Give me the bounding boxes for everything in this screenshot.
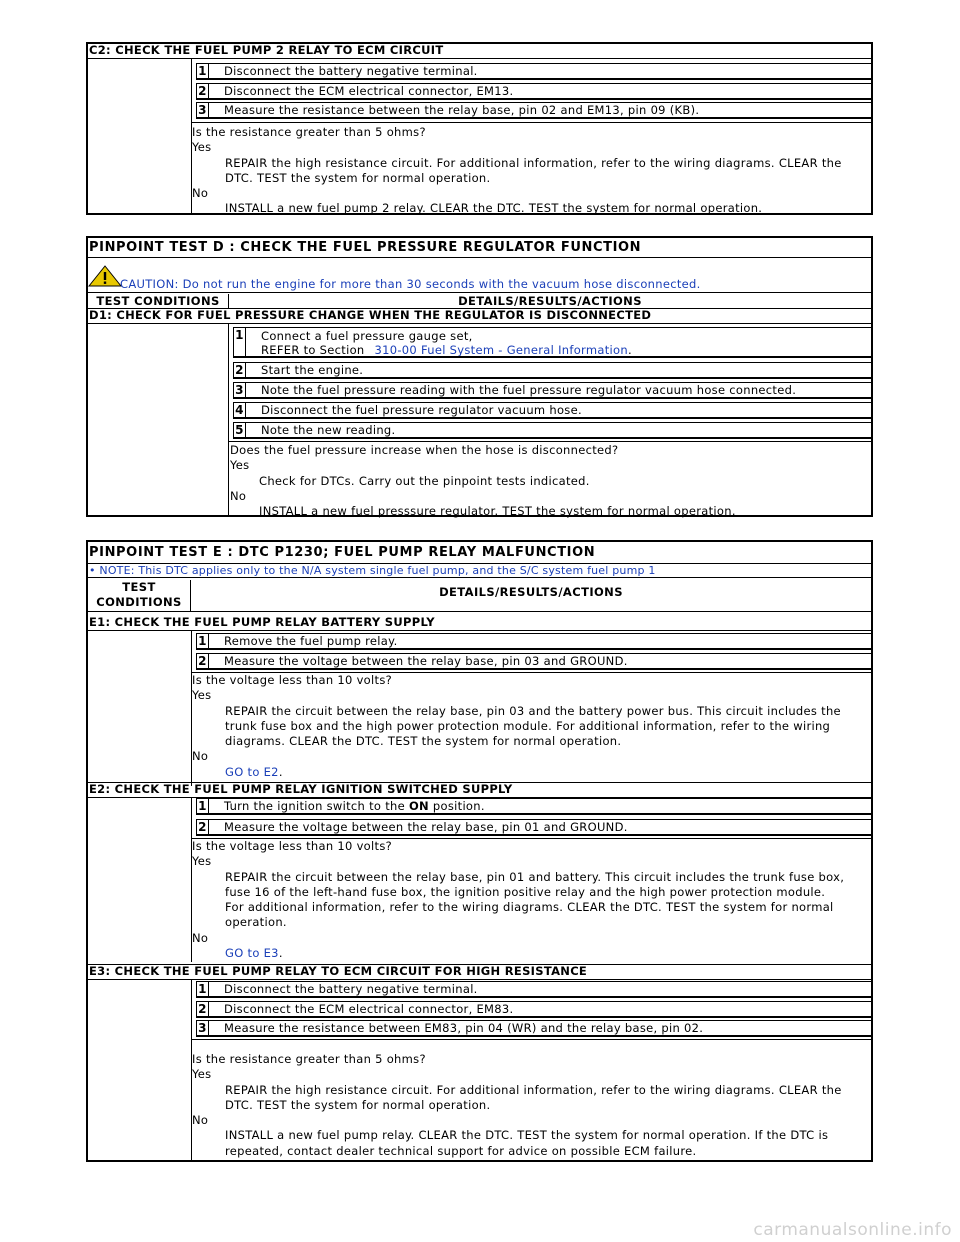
no-action: repeated, contact dealer technical support for advice on possible ECM failure. (225, 1143, 697, 1158)
d1-header: D1: CHECK FOR FUEL PRESSURE CHANGE WHEN THE REGULATOR IS DISCONNECTED (88, 309, 871, 324)
step-number: 3 (197, 103, 209, 117)
step-number: 3 (197, 1021, 209, 1035)
e2-step-2 (196, 819, 873, 836)
refer-end: . (627, 343, 632, 357)
question-text: Is the resistance greater than 5 ohms? (192, 1052, 426, 1066)
no-label: No (192, 1113, 209, 1128)
yes-action: REPAIR the circuit between the relay base, pin 01 and battery. This circuit includes the trunk fuse box, (225, 869, 845, 884)
e3-step-2 (196, 1001, 873, 1018)
step-text: Disconnect the fuel pressure regulator vacuum hose. (261, 403, 582, 417)
c2-question-block (192, 125, 842, 217)
c2-step-2 (196, 83, 873, 100)
step-number: 1 (234, 328, 246, 356)
yes-action: For additional information, refer to the wiring diagrams. CLEAR the DTC. TEST the system for normal (225, 900, 834, 915)
column-header-row (88, 293, 871, 309)
step-text: Disconnect the battery negative terminal. (224, 982, 478, 996)
yes-action: operation. (225, 915, 287, 930)
col-details-results-actions: DETAILS/RESULTS/ACTIONS (458, 294, 642, 308)
step-number: 1 (197, 64, 209, 78)
yes-action: fuse 16 of the left-hand fuse box, the ignition positive relay and the high power protection module. (225, 884, 826, 899)
yes-label: Yes (192, 854, 212, 869)
step-number: 2 (197, 820, 209, 834)
step-text: Disconnect the battery negative terminal. (224, 64, 478, 78)
question-text: Does the fuel pressure increase when the hose is disconnected? (230, 443, 619, 457)
question-text: Is the voltage less than 10 volts? (192, 839, 393, 853)
yes-action: diagrams. CLEAR the DTC. TEST the system for normal operation. (225, 734, 622, 749)
test-e-title: PINPOINT TEST E : DTC P1230; FUEL PUMP RELAY MALFUNCTION (88, 542, 871, 564)
watermark: carmanualsonline.info (753, 1220, 952, 1240)
pinpoint-test-e (86, 540, 873, 1162)
col-test-conditions (88, 580, 191, 611)
step-number: 2 (197, 654, 209, 668)
column-header-row (88, 578, 871, 612)
e2-question-block (192, 839, 844, 961)
step-text: Measure the voltage between the relay base, pin 03 and GROUND. (224, 654, 628, 668)
step-number: 2 (197, 1002, 209, 1016)
c2-step-3 (196, 102, 873, 119)
caution-icon (88, 265, 122, 287)
d1-question-block (230, 443, 736, 519)
e1-question-block (192, 673, 841, 780)
c2-step-1 (196, 63, 873, 80)
yes-action: REPAIR the circuit between the relay base, pin 03 and the battery power bus. This circuit includes the (225, 703, 841, 718)
yes-label: Yes (192, 688, 212, 703)
step-text (261, 329, 632, 357)
question-text: Is the resistance greater than 5 ohms? (192, 125, 426, 139)
yes-label: Yes (192, 1067, 212, 1082)
step-number: 1 (197, 982, 209, 996)
col-test-conditions-line-1: TEST (122, 580, 156, 594)
refer-text: REFER to Section (261, 343, 365, 357)
step-text: Note the fuel pressure reading with the fuel pressure regulator vacuum hose connected. (261, 383, 797, 397)
go-to-e3-link[interactable]: GO to E3 (225, 946, 279, 961)
no-label: No (192, 186, 209, 201)
go-to-e2-link[interactable]: GO to E2 (225, 764, 279, 779)
e3-condition-cell (88, 979, 192, 1160)
step-text-line (261, 343, 632, 357)
question-text: Is the voltage less than 10 volts? (192, 673, 393, 687)
d1-step-2 (233, 362, 873, 379)
link-end: . (278, 946, 283, 961)
col-details-results-actions: DETAILS/RESULTS/ACTIONS (439, 585, 623, 599)
e1-condition-cell (88, 631, 192, 786)
step-text (224, 799, 485, 814)
c2-block (86, 42, 873, 215)
e2-condition-cell (88, 797, 192, 962)
e3-step-3 (196, 1020, 873, 1037)
e2-step-1 (196, 798, 873, 815)
e1-step-1 (196, 633, 873, 650)
section-link[interactable]: 310-00 Fuel System - General Information (374, 343, 628, 357)
step-number: 1 (197, 634, 209, 648)
no-label: No (192, 749, 209, 764)
d1-step-3 (233, 382, 873, 399)
step-text: Disconnect the ECM electrical connector, EM83. (224, 1002, 514, 1016)
no-label: No (192, 930, 209, 945)
step-number: 2 (234, 363, 246, 377)
d1-step-5 (233, 422, 873, 439)
step-number: 1 (197, 799, 209, 813)
no-action (192, 765, 841, 780)
yes-action: REPAIR the high resistance circuit. For additional information, refer to the wiring diagrams. CLEAR the (225, 155, 842, 170)
yes-action: DTC. TEST the system for normal operation. (225, 170, 491, 185)
step-text-pre: Turn the ignition switch to the (224, 799, 409, 813)
caution-row (88, 258, 871, 293)
step-number: 2 (197, 84, 209, 98)
yes-label: Yes (192, 140, 212, 155)
e2-header: E2: CHECK THE FUEL PUMP RELAY IGNITION SWITCHED SUPPLY (88, 782, 871, 798)
step-text: Measure the resistance between the relay base, pin 02 and EM13, pin 09 (KB). (224, 103, 700, 117)
e1-step-2 (196, 653, 873, 670)
step-text: Measure the resistance between EM83, pin 04 (WR) and the relay base, pin 02. (224, 1021, 704, 1035)
step-text: Measure the voltage between the relay base, pin 01 and GROUND. (224, 820, 628, 834)
e1-header: E1: CHECK THE FUEL PUMP RELAY BATTERY SUPPLY (88, 616, 871, 631)
d1-condition-cell (88, 324, 229, 515)
no-action: INSTALL a new fuel presssure regulator. TEST the system for normal operation. (259, 504, 736, 519)
e3-header: E3: CHECK THE FUEL PUMP RELAY TO ECM CIRCUIT FOR HIGH RESISTANCE (88, 964, 871, 980)
e3-step-1 (196, 981, 873, 998)
yes-action: DTC. TEST the system for normal operation. (225, 1097, 491, 1112)
step-text-bold: ON (408, 799, 429, 813)
no-label: No (230, 488, 247, 503)
pinpoint-test-d (86, 236, 873, 517)
caution-text: CAUTION: Do not run the engine for more than 30 seconds with the vacuum hose disconnected. (120, 277, 701, 291)
step-text-line: Connect a fuel pressure gauge set, (261, 329, 473, 343)
c2-condition-cell (88, 59, 192, 213)
test-d-title: PINPOINT TEST D : CHECK THE FUEL PRESSURE REGULATOR FUNCTION (88, 238, 871, 258)
d1-step-4 (233, 402, 873, 419)
step-number: 3 (234, 383, 246, 397)
yes-label: Yes (230, 458, 250, 473)
yes-action: REPAIR the high resistance circuit. For additional information, refer to the wiring diagrams. CLEAR the (225, 1082, 842, 1097)
e3-question-block (192, 1052, 842, 1159)
step-text: Start the engine. (261, 363, 364, 377)
step-text: Note the new reading. (261, 423, 396, 437)
col-test-conditions: TEST CONDITIONS (88, 294, 229, 308)
d1-step-1 (233, 327, 873, 358)
yes-action: trunk fuse box and the high power protection module. For additional information, refer to the wiring (225, 718, 831, 733)
step-text-post: position. (428, 799, 485, 813)
step-number: 4 (234, 403, 246, 417)
step-number: 5 (234, 423, 246, 437)
c2-header: C2: CHECK THE FUEL PUMP 2 RELAY TO ECM CIRCUIT (88, 44, 871, 59)
step-text: Disconnect the ECM electrical connector, EM13. (224, 84, 514, 98)
step-text: Remove the fuel pump relay. (224, 634, 398, 648)
note-text: • NOTE: This DTC applies only to the N/A system single fuel pump, and the S/C system fuel pump 1 (89, 564, 656, 577)
no-action (192, 946, 844, 961)
note-row (88, 564, 871, 578)
no-action: INSTALL a new fuel pump 2 relay. CLEAR the DTC. TEST the system for normal operation. (225, 201, 763, 216)
link-end: . (278, 764, 283, 779)
col-test-conditions-line-2: CONDITIONS (96, 595, 182, 609)
yes-action: Check for DTCs. Carry out the pinpoint tests indicated. (259, 473, 590, 488)
no-action: INSTALL a new fuel pump relay. CLEAR the DTC. TEST the system for normal operation. If the DTC is (225, 1128, 829, 1143)
